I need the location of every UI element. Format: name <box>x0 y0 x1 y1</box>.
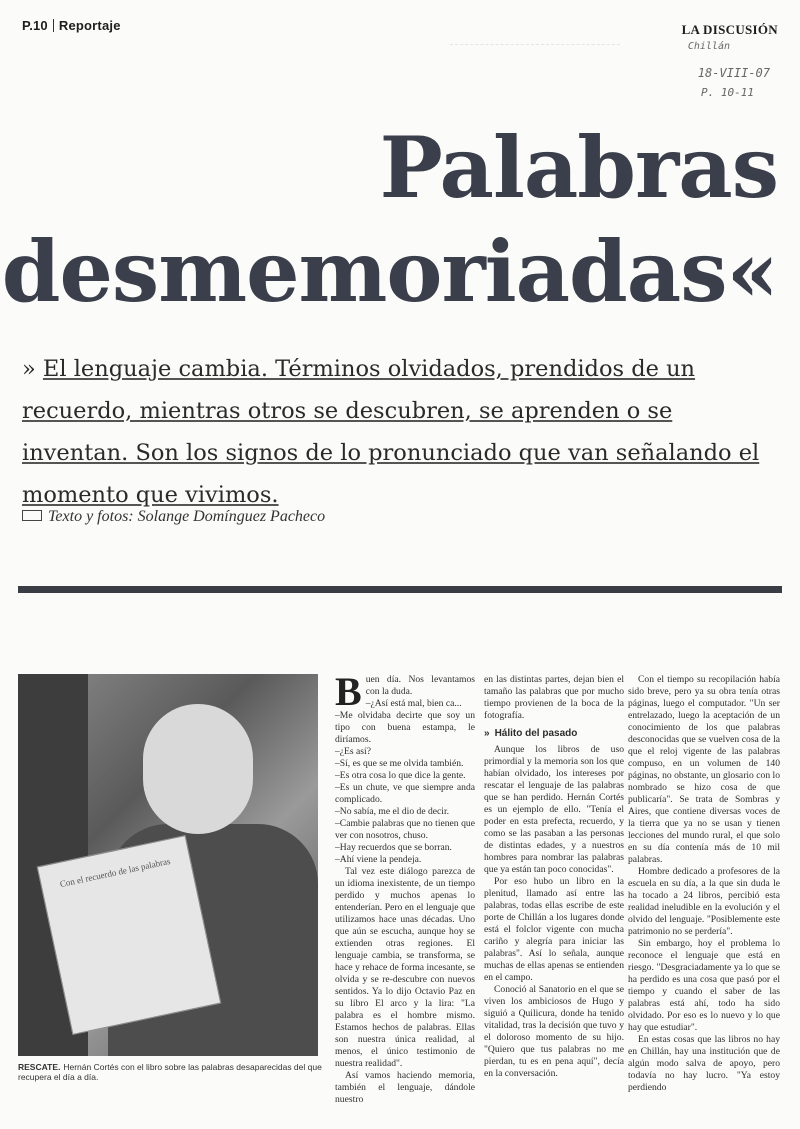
byline <box>22 508 325 526</box>
caption-text: Hernán Cortés con el libro sobre las palabras desaparecidas del que recupera el día a día. <box>18 1062 322 1082</box>
paragraph: –¿Así está mal, bien ca... <box>365 698 462 709</box>
lead-marker: » <box>22 356 43 382</box>
drop-cap: B <box>335 669 362 714</box>
photo-book-title: Con el recuerdo de las palabras <box>58 855 172 890</box>
photo-person-head <box>143 704 253 834</box>
paragraph: –Ahí viene la pendeja. <box>335 854 422 865</box>
paragraph: –Hay recuerdos que se borran. <box>335 842 452 853</box>
caption-label: RESCATE. <box>18 1062 61 1072</box>
paragraph: Así vamos haciendo memoria, también el lenguaje, dándole nuestro <box>335 1070 475 1105</box>
newspaper-name: LA DISCUSIÓN <box>681 22 778 37</box>
photo-caption <box>18 1062 328 1082</box>
paragraph: –Es otra cosa lo que dice la gente. <box>335 770 466 781</box>
article-column-2 <box>484 674 624 1080</box>
paragraph: Hombre dedicado a profesores de la escuela en su día, a la que sin duda le ha tocado a 24 libros, percibió esta realidad ineludible en la evolución y el olvido del lenguaje. "Posiblemente este patrimonio no se perdería". <box>628 866 780 937</box>
section-name: Reportaje <box>58 18 121 33</box>
article-column-1 <box>335 669 475 1106</box>
paragraph: Sin embargo, hoy el problema lo reconoce el lenguaje que está en riesgo. "Desgraciadamente ya lo que se ha perdido es una cosa que pasó por el tiempo y cuando el saber de las palabras está ahí, todo ha sido olvidado. Por eso es lo nuevo y lo que hay que estudiar". <box>628 938 780 1033</box>
page-number: P.10 <box>22 18 48 33</box>
handwritten-date: 18-VIII-07 <box>697 66 770 80</box>
lead-text: El lenguaje cambia. Términos olvidados, prendidos de un recuerdo, mientras otros se descubren, se aprenden o se inventan. Son los signos de lo pronunciado que van señalando el momento que vivimos. <box>22 356 760 508</box>
article-title-line2: desmemoriadas« <box>1 222 778 321</box>
article-title-line1: Palabras <box>379 118 778 217</box>
faint-stamp <box>450 26 620 45</box>
paragraph: En estas cosas que las libros no hay en Chillán, hay una institución que de algún modo salva de apoyo, pero todavía no hay lucro. "Ya estoy perdiendo <box>628 1034 780 1093</box>
paragraph: Tal vez este diálogo parezca de un idioma inexistente, de un tiempo perdido y muchos apenas lo entenderían. Pero en el lenguaje que utilizamos hace unas décadas. Uno que aún se escucha, aunque hoy se extienden otras regiones. El lenguaje cambia, se transforma, se hace y rehace de forma incesante, se olvida y se re-descubre con nuevos sentidos. Ya lo dijo Octavio Paz en su libro El arco y la lira: "La palabra es el hombre mismo. Estamos hechos de palabras. Ellas son nuestra única realidad, al menos, el único testimonio de nuestra realidad". <box>335 866 475 1069</box>
paragraph: –Cambie palabras que no tienen que ver con nosotros, chuso. <box>335 818 475 841</box>
paragraph: –Me olvidaba decirte que soy un tipo con buena estampa, le diríamos. <box>335 710 475 745</box>
article-photo <box>18 674 318 1056</box>
paragraph: Aunque los libros de uso primordial y la memoria son los que habían olvidado, los intereses por rescatar el lenguaje de las palabras que se han perdido. Hernán Cortés es un ejemplo de ello. "Tenía el poder en esta prefecta, recuerdo, y como se las pasaban a las personas de distintas edades, y a nuestros hombres para nombrar las palabras que ya están tan poco conocidas". <box>484 744 624 875</box>
paragraph: Conoció al Sanatorio en el que se viven los ambiciosos de Hugo y siguió a Quilicura, donde ha tenido vitalidad, tras la decisión que tuvo y el doloroso momento de su hijo. "Quiero que tus palabras no me pierdan, tu es en pena aquí", decía en la conversación. <box>484 984 624 1079</box>
article-lead <box>22 348 782 516</box>
page-header <box>22 18 121 33</box>
arrow-icon: » <box>484 728 490 739</box>
subheading: » Hálito del pasado <box>484 728 578 739</box>
paragraph: –No sabía, me el dio de decir. <box>335 806 450 817</box>
paragraph: Por eso hubo un libro en la plenitud, llamado así entre las palabras, todas ellas escribe de este porte de Chillán a los lugares donde está el folclor vigente con mucha cariño y alegría para iniciar las palabras". Así lo señala, aunque muchas de ellas apenas se entienden en el campo. <box>484 876 624 983</box>
header-divider <box>53 19 54 32</box>
section-rule <box>18 586 782 593</box>
handwritten-city: Chillán <box>687 41 730 52</box>
camera-icon <box>22 510 42 521</box>
paragraph: Con el tiempo su recopilación había sido breve, pero ya su obra tenía otras páginas, luego el computador. "Un ser entrelazado, luego la aceptación de un conocimiento de los que palabras desconocidas que se vuelven cosa de la que el reloj vigente de las palabras compuso, en un volumen de 140 páginas, no obstante, un glosario con lo nombrado se hizo cosa de que publicaría". Se trata de Sombras y Aires, que contiene diversas voces de la tierra que ya no se usan y tienen lecciones del mundo rural, el que solo en su día contenía más de 10 mil palabras. <box>628 674 780 865</box>
paragraph: en las distintas partes, dejan bien el tamaño las palabras que por mucho tiempo provienen de la boca de la fotografía. <box>484 674 624 721</box>
handwritten-pages: P. 10-11 <box>701 86 754 99</box>
paragraph: Buen día. Nos levantamos con la duda. <box>335 669 475 714</box>
article-column-3 <box>628 674 780 1094</box>
paragraph: –Es un chute, ve que siempre anda complicado. <box>335 782 475 805</box>
paragraph: –¿Es así? <box>335 746 371 757</box>
byline-text: Texto y fotos: Solange Domínguez Pacheco <box>48 508 326 525</box>
paragraph: –Sí, es que se me olvida también. <box>335 758 464 769</box>
